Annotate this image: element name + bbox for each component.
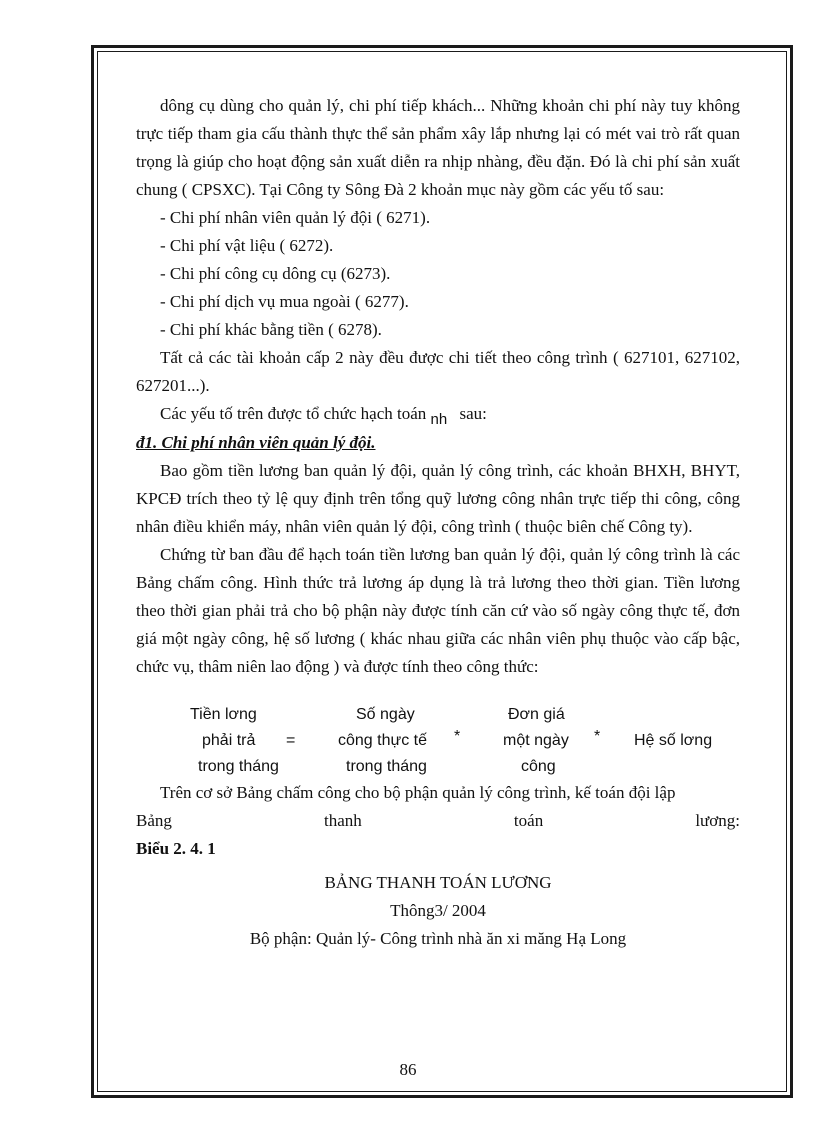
paragraph-include: Bao gồm tiền lương ban quản lý đội, quản lý công trình, các khoản BHXH, BHYT, KPCĐ trích theo tỷ lệ quy định trên tổng quỹ lương công nhân trực tiếp thi công, công nhân điều khiển máy, nhân viên quản lý đội, công trình ( thuộc biên chế Công ty). [136,461,740,536]
formula-term3-line3: công [521,758,556,775]
formula-term1-line1: Tiền lơng [190,706,257,723]
paragraph-vouchers: Chứng từ ban đầu để hạch toán tiền lương ban quản lý đội, quản lý công trình là các Bảng chấm công. Hình thức trả lương áp dụng là trả lương theo thời gian. Tiền lương theo thời gian phải trả cho bộ phận này được tính căn cứ vào số ngày công thực tế, đơn giá một ngày công, hệ số lương ( khác nhau giữa các nhân viên phụ thuộc vào cấp bậc, chức vụ, thâm niên lao động ) và được tính theo công thức: [136,545,740,676]
formula-term4: Hệ số lơng [634,732,713,749]
organize-after: sau: [459,404,487,423]
list-item: - Chi phí dịch vụ mua ngoài ( 6277). [160,292,409,311]
table-title: BẢNG THANH TOÁN LƯƠNG [324,873,552,892]
spread-word: thanh [324,811,362,830]
list-item: - Chi phí khác bằng tiền ( 6278). [160,320,382,339]
list-item: - Chi phí vật liệu ( 6272). [160,236,334,255]
section-heading-d1: đ1. Chi phí nhân viên quản lý đội. [136,433,376,452]
document-body [136,92,740,953]
formula-term2-line2: công thực tế [338,732,427,749]
formula-term3-line2: một ngày [503,732,569,749]
formula-times1: * [454,728,461,745]
formula-term2-line3: trong tháng [346,758,427,775]
spread-line [136,807,740,835]
spread-word: lương: [695,811,740,830]
paragraph-intro: dông cụ dùng cho quản lý, chi phí tiếp khách... Những khoản chi phí này tuy không trực tiếp tham gia cấu thành thực thể sản phẩm xây lắp nhưng lại có mét vai trò rất quan trọng là giúp cho hoạt động sản xuất diễn ra nhịp nhàng, đều đặn. Đó là chi phí sản xuất chung ( CPSXC). Tại Công ty Sông Đà 2 khoản mục này gồm các yếu tố sau: [136,96,740,199]
formula-term1-line3: trong tháng [198,758,279,775]
salary-formula [136,697,740,779]
formula-term1-line2: phải trả [202,732,256,749]
formula-equals: = [286,732,296,749]
organize-text: Các yếu tố trên được tổ chức hạch toán [160,404,427,423]
spread-word: toán [513,811,544,830]
paragraph-organize [136,400,740,429]
organize-sub: nh [430,411,448,428]
table-department: Bộ phận: Quản lý- Công trình nhà ăn xi măng Hạ Long [249,929,627,948]
list-item: - Chi phí nhân viên quản lý đội ( 6271). [160,208,431,227]
paragraph-accounts: Tất cả các tài khoản cấp 2 này đều được chi tiết theo công trình ( 627101, 627102, 627201...). [136,348,740,395]
bieu-label: Biểu 2. 4. 1 [136,839,216,858]
page-number: 86 [399,1060,417,1079]
formula-term2-line1: Số ngày [356,706,415,723]
formula-times2: * [594,728,601,745]
list-item: - Chi phí công cụ dông cụ (6273). [160,264,391,283]
spread-word: Bảng [136,811,172,830]
paragraph-basis: Trên cơ sở Bảng chấm công cho bộ phận quản lý công trình, kế toán đội lập [160,783,676,802]
table-month: Thông3/ 2004 [390,901,486,920]
formula-term3-line1: Đơn giá [508,706,565,723]
